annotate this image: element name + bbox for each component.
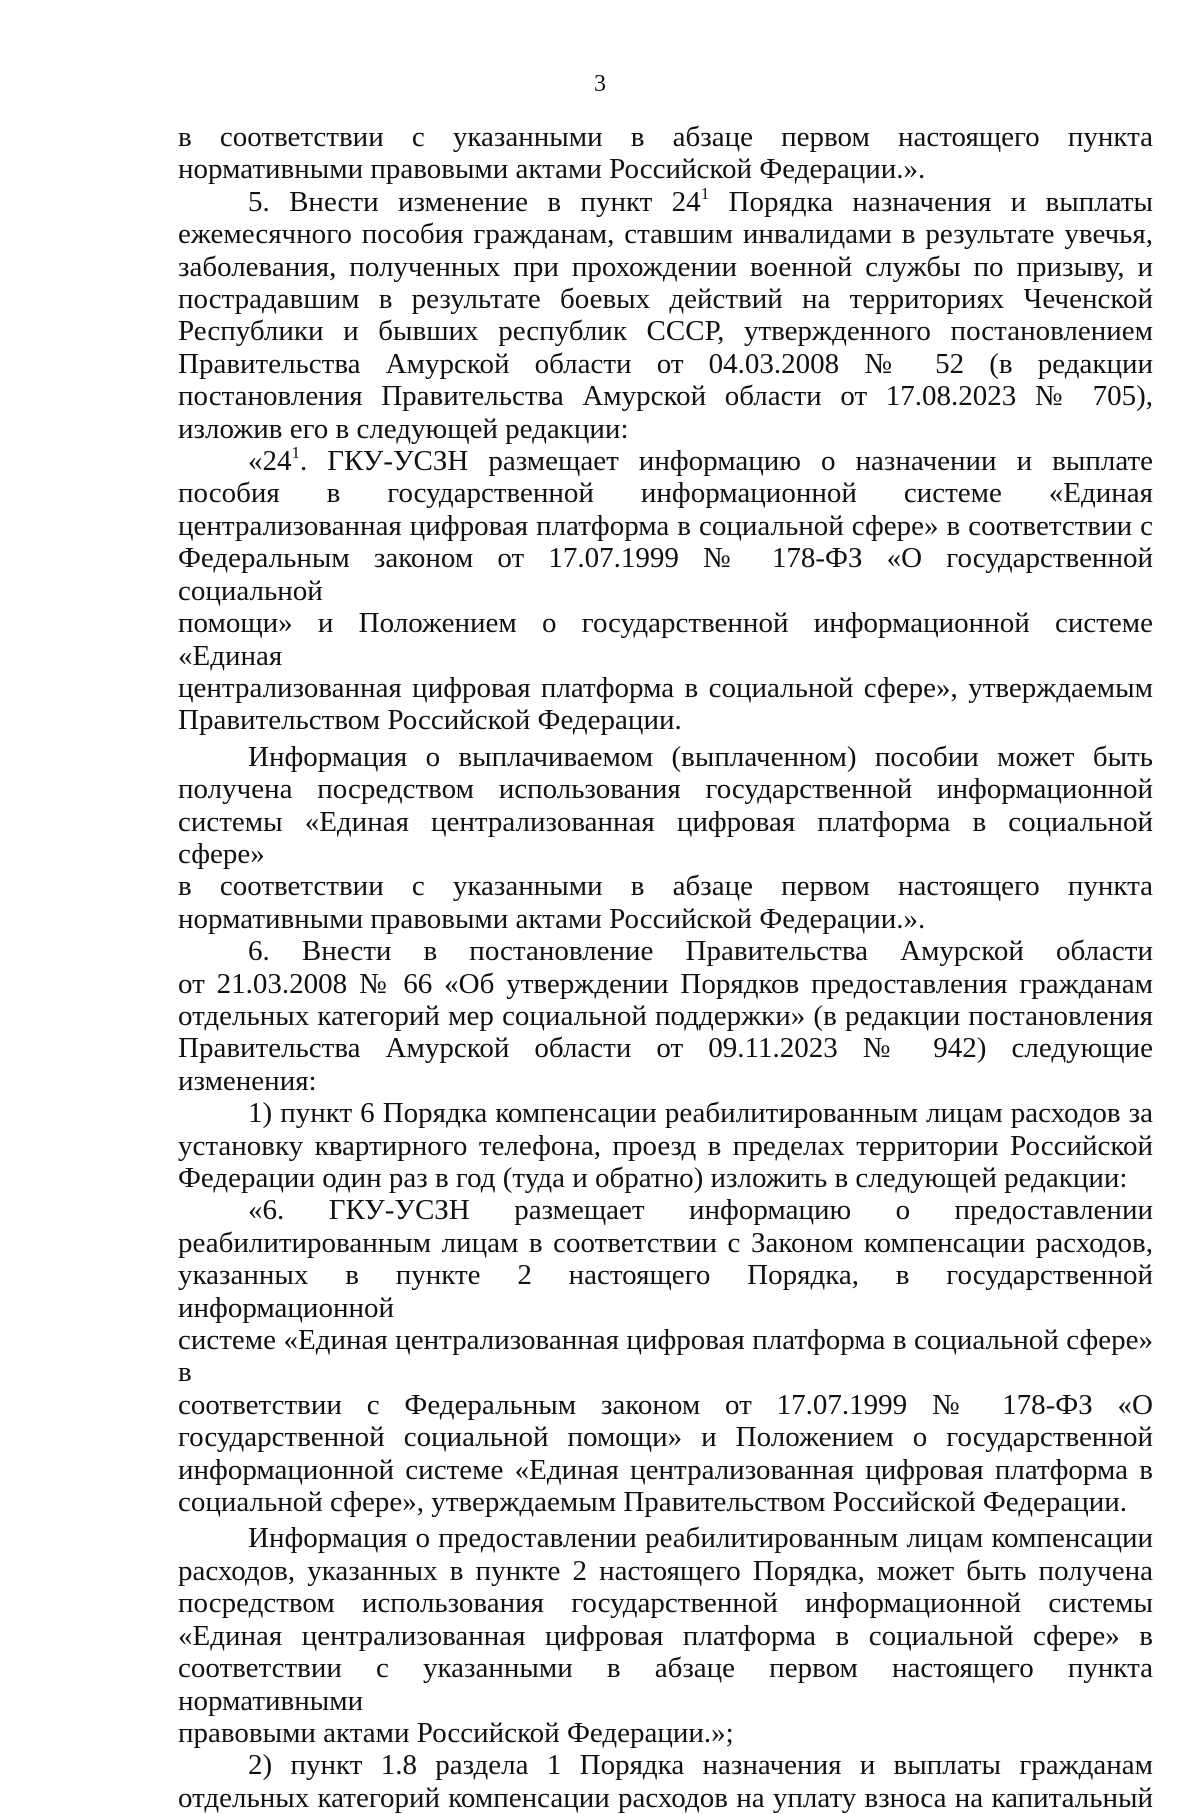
text-line: пособия в государственной информационной системе «Единая [178, 477, 1153, 510]
text-line: нормативными правовыми актами Российской Федерации.». [178, 902, 926, 935]
text-line: указанных в пункте 2 настоящего Порядка, в государственной информационной [178, 1259, 1153, 1324]
text-line: изложив его в следующей редакции: [178, 412, 629, 445]
text-line: 5. Внести изменение в пункт $24^1$ Порядка назначения и выплаты [248, 183, 1153, 218]
text-line: 2) пункт 1.8 раздела 1 Порядка назначения и выплаты гражданам [248, 1749, 1153, 1782]
text-line: Информация о выплачиваемом (выплаченном) пособии может быть [248, 740, 1153, 773]
text-line: государственной социальной помощи» и Положением о государственной [178, 1421, 1153, 1454]
text-line: установку квартирного телефона, проезд в пределах территории Российской [178, 1129, 1153, 1162]
text-line: социальной сфере», утверждаемым Правительством Российской Федерации. [178, 1486, 1128, 1519]
text-line: «Единая централизованная цифровая платформа в социальной сфере» в [178, 1619, 1153, 1652]
text-line: 1) пункт 6 Порядка компенсации реабилитированным лицам расходов за [248, 1097, 1153, 1130]
text-line: Информация о предоставлении реабилитированным лицам компенсации [248, 1522, 1153, 1555]
text-line: от 21.03.2008 № 66 «Об утверждении Порядков предоставления гражданам [178, 967, 1153, 1000]
text-line: Правительством Российской Федерации. [178, 704, 682, 737]
text-line: правовыми актами Российской Федерации.»; [178, 1716, 734, 1749]
text-line: ежемесячного пособия гражданам, ставшим инвалидами в результате увечья, [178, 218, 1153, 251]
document-body [178, 121, 1153, 1814]
text-line: информационной системе «Единая централизованная цифровая платформа в [178, 1453, 1153, 1486]
text-line: в соответствии с указанными в абзаце первом настоящего пункта [178, 121, 1153, 153]
text-line: Федерации один раз в год (туда и обратно) изложить в следующей редакции: [178, 1162, 1128, 1194]
text-line: посредством использования государственной информационной системы [178, 1587, 1153, 1620]
text-line: системы «Единая централизованная цифровая платформа в социальной сфере» [178, 805, 1153, 870]
text-line: «$24^1$. ГКУ-УСЗН размещает информацию о назначении и выплате [248, 443, 1153, 478]
text-line: соответствии с Федеральным законом от 17.07.1999 № 178-ФЗ «О [178, 1388, 1153, 1421]
text-line: централизованная цифровая платформа в социальной сфере» в соответствии с [178, 509, 1153, 542]
text-line: 6. Внести в постановление Правительства Амурской области [248, 935, 1153, 968]
page-number: 3 [594, 71, 606, 97]
text-line: Федеральным законом от 17.07.1999 № 178-ФЗ «О государственной социальной [178, 542, 1153, 607]
text-line: нормативными правовыми актами Российской Федерации.». [178, 153, 926, 186]
text-line: помощи» и Положением о государственной информационной системе «Единая [178, 607, 1153, 672]
text-line: постановления Правительства Амурской области от 17.08.2023 № 705), [178, 380, 1153, 413]
text-line: получена посредством использования государственной информационной [178, 773, 1153, 806]
text-line: заболевания, полученных при прохождении военной службы по призыву, и [178, 250, 1153, 283]
text-line: «6. ГКУ-УСЗН размещает информацию о предоставлении [248, 1194, 1153, 1227]
text-line: отдельных категорий компенсации расходов на уплату взноса на капитальный [178, 1781, 1153, 1814]
text-line: системе «Единая централизованная цифровая платформа в социальной сфере» в [178, 1324, 1153, 1389]
text-line: Республики и бывших республик СССР, утвержденного постановлением [178, 315, 1153, 348]
text-line: Правительства Амурской области от 04.03.2008 № 52 (в редакции [178, 347, 1153, 380]
text-line: пострадавшим в результате боевых действий на территориях Чеченской [178, 283, 1153, 316]
text-line: реабилитированным лицам в соответствии с Законом компенсации расходов, [178, 1226, 1153, 1259]
text-line: соответствии с указанными в абзаце первом настоящего пункта нормативными [178, 1652, 1153, 1717]
text-line: Правительства Амурской области от 09.11.2023 № 942) следующие изменения: [178, 1032, 1153, 1097]
text-line: расходов, указанных в пункте 2 настоящего Порядка, может быть получена [178, 1554, 1153, 1587]
text-line: централизованная цифровая платформа в социальной сфере», утверждаемым [178, 671, 1153, 704]
text-line: отдельных категорий мер социальной поддержки» (в редакции постановления [178, 999, 1153, 1032]
text-line: в соответствии с указанными в абзаце первом настоящего пункта [178, 870, 1153, 903]
